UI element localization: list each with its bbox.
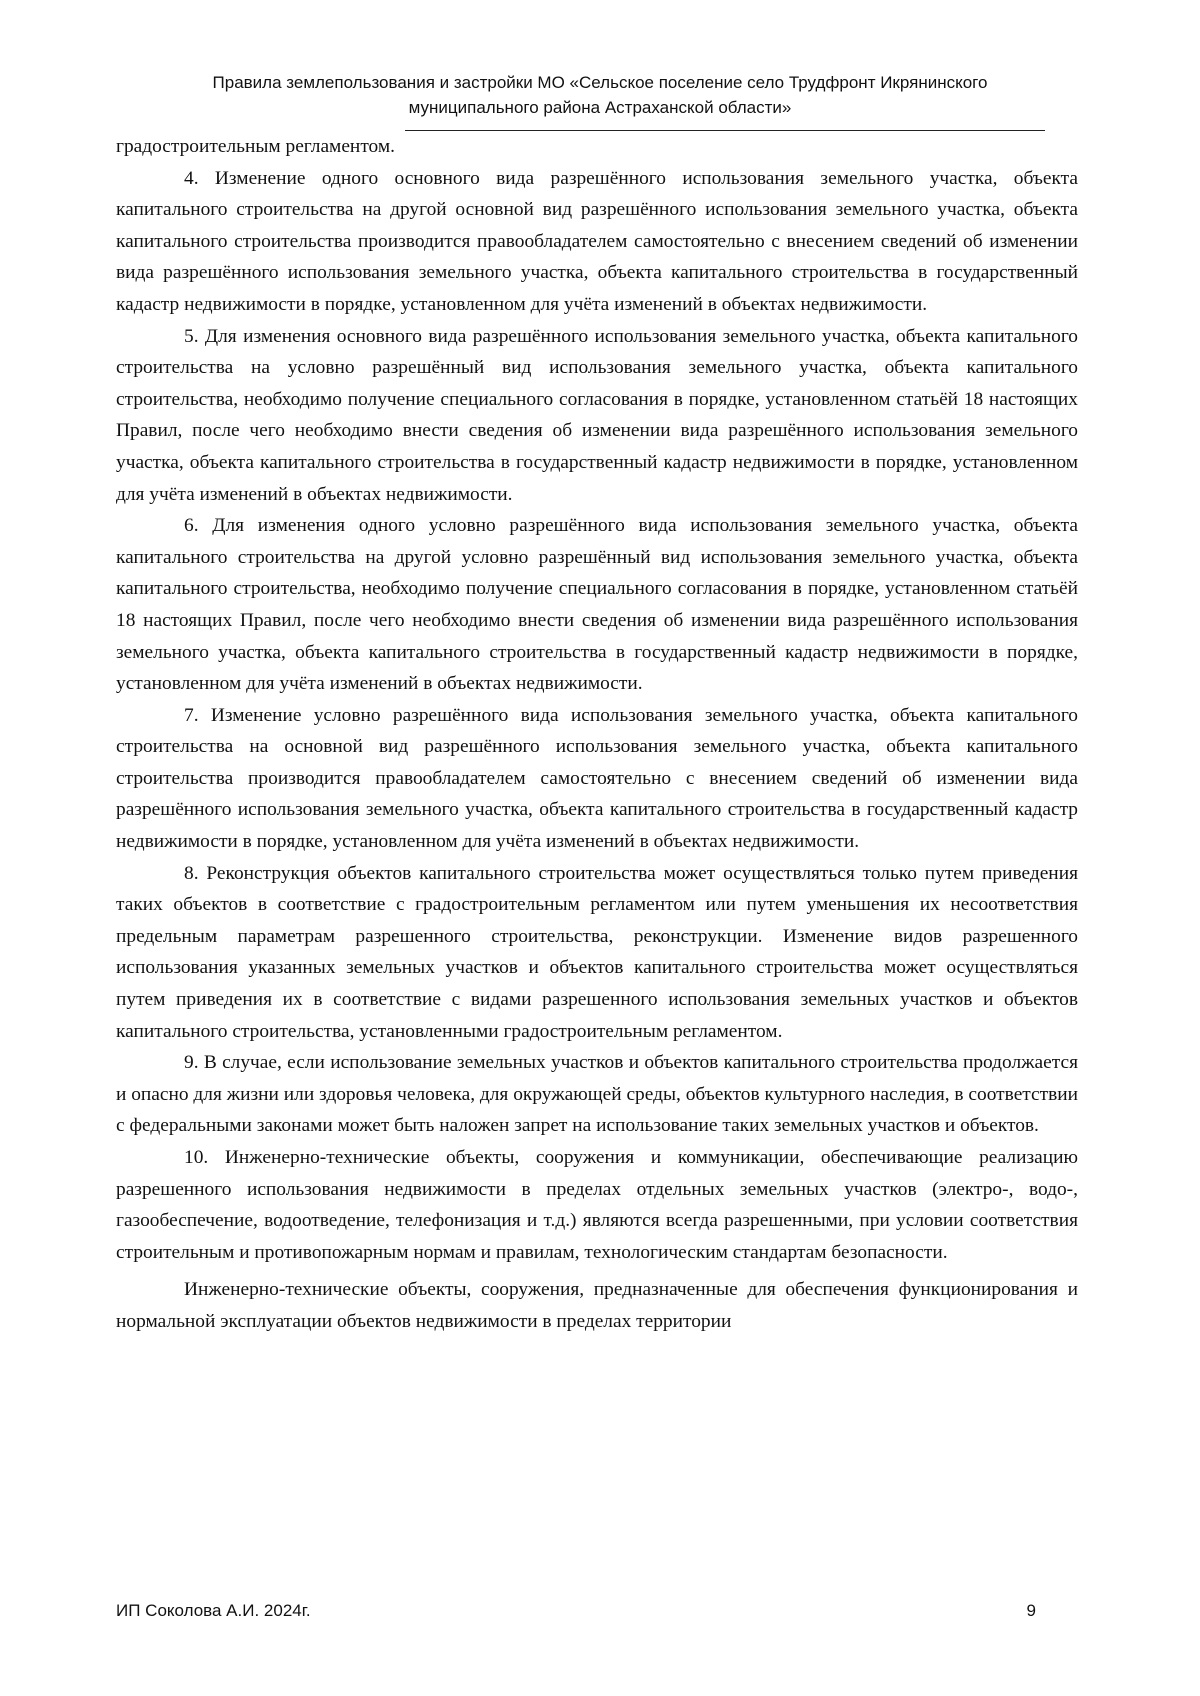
paragraph-8: 8. Реконструкция объектов капитального строительства может осуществляться только путем приведения таких объектов в соответствие с градостроительным регламентом или путем уменьшения их несоответствия предельным параметрам разрешенного строительства, реконструкции. Изменение видов разрешенного использования указанных земельных участков и объектов капитального строительства может осуществляться путем приведения их в соответствие с видами разрешенного использования земельных участков и объектов капитального строительства, установленными градостроительным регламентом. xyxy=(116,862,1078,1042)
paragraph-4: 4. Изменение одного основного вида разрешённого использования земельного участка, объекта капитального строительства на другой основной вид разрешённого использования земельного участка, объекта капитального строительства производится правообладателем самостоятельно с внесением сведений об изменении вида разрешённого использования земельного участка, объекта капитального строительства в государственный кадастр недвижимости в порядке, установленном для учёта изменений в объектах недвижимости. xyxy=(116,167,1078,315)
footer-author: ИП Соколова А.И. 2024г. xyxy=(116,1601,311,1620)
paragraph-10: 10. Инженерно-технические объекты, сооружения и коммуникации, обеспечивающие реализацию разрешенного использования недвижимости в пределах отдельных земельных участков (электро-, водо-, газообеспечение, водоотведение, телефонизация и т.д.) являются всегда разрешенными, при условии соответствия строительным и противопожарным нормам и правилам, технологическим стандартам безопасности. xyxy=(116,1147,1078,1263)
paragraph-5: 5. Для изменения основного вида разрешённого использования земельного участка, объекта капитального строительства на условно разрешённый вид использования земельного участка, объекта капитального строительства, необходимо получение специального согласования в порядке, установленном статьёй 18 настоящих Правил, после чего необходимо внести сведения об изменении вида разрешённого использования земельного участка, объекта капитального строительства в государственный кадастр недвижимости в порядке, установленном для учёта изменений в объектах недвижимости. xyxy=(116,325,1078,505)
document-body xyxy=(116,131,1078,1338)
paragraph-7: 7. Изменение условно разрешённого вида использования земельного участка, объекта капитального строительства на основной вид разрешённого использования земельного участка, объекта капитального строительства производится правообладателем самостоятельно с внесением сведений об изменении вида разрешённого использования земельного участка, объекта капитального строительства в государственный кадастр недвижимости в порядке, установленном для учёта изменений в объектах недвижимости. xyxy=(116,704,1078,853)
paragraph-9: 9. В случае, если использование земельных участков и объектов капитального строительства продолжается и опасно для жизни или здоровья человека, для окружающей среды, объектов культурного наследия, в соответствии с федеральными законами может быть наложен запрет на использование таких земельных участков и объектов. xyxy=(116,1052,1078,1137)
header-line-2: муниципального района Астраханской области» xyxy=(408,98,792,117)
paragraph-engineering-objects: Инженерно-технические объекты, сооружения, предназначенные для обеспечения функционирования и нормальной эксплуатации объектов недвижимости в пределах территории xyxy=(116,1279,1078,1332)
header-line-1: Правила землепользования и застройки МО «Сельское поселение село Трудфронт Икрянинского xyxy=(212,73,988,92)
running-header xyxy=(140,70,1060,120)
page-number: 9 xyxy=(1026,1601,1036,1620)
paragraph-6: 6. Для изменения одного условно разрешённого вида использования земельного участка, объекта капитального строительства на другой условно разрешённый вид использования земельного участка, объекта капитального строительства, необходимо получение специального согласования в порядке, установленном статьёй 18 настоящих Правил, после чего необходимо внести сведения об изменении вида разрешённого использования земельного участка, объекта капитального строительства в государственный кадастр недвижимости в порядке, установленном для учёта изменений в объектах недвижимости. xyxy=(116,515,1078,695)
paragraph-continuation: градостроительным регламентом. xyxy=(116,136,395,157)
